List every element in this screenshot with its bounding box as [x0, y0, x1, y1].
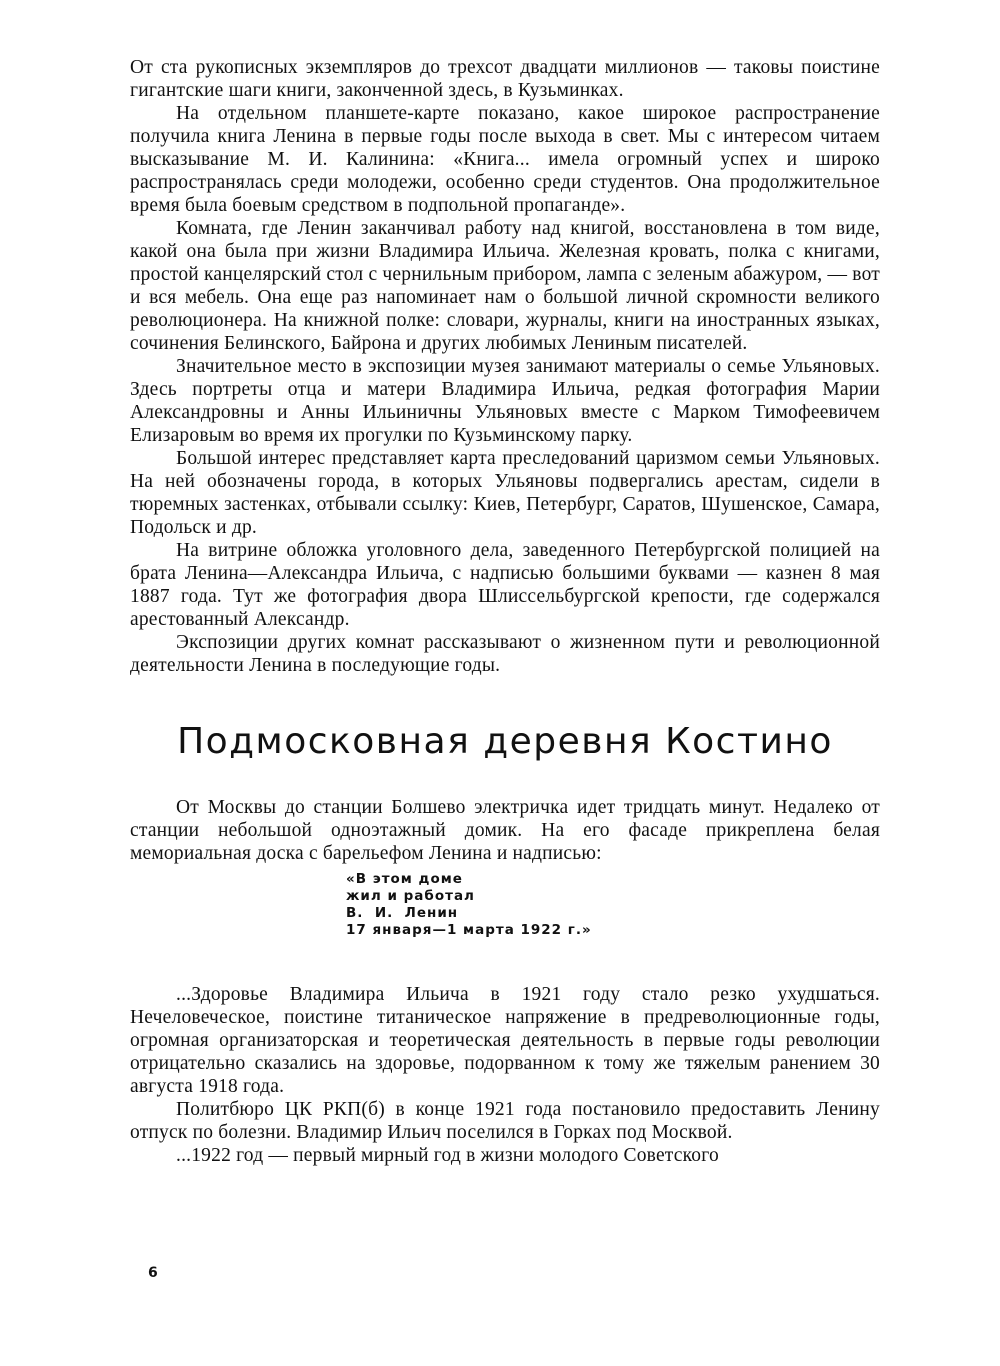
paragraph: От ста рукописных экземпляров до трехсот двадцати миллионов — таковы поистине гигантские шаги книги, законченной здесь, в Кузьминках.: [130, 57, 880, 101]
paragraph: Комната, где Ленин заканчивал работу над книгой, восстановлена в том виде, какой она была при жизни Владимира Ильича. Железная кровать, полка с книгами, простой канцелярский стол с чернильным прибором, лампа с зеленым абажуром, — вот и вся мебель. Она еще раз напоминает нам о большой личной скромности великого революционера. На книжной полке: словари, журналы, книги на иностранных языках, сочинения Белинского, Байрона и других любимых Лениным писателей.: [130, 218, 880, 354]
paragraph: ...1922 год — первый мирный год в жизни молодого Советского: [176, 1145, 719, 1166]
memorial-plaque-inscription: [346, 871, 880, 939]
paragraph: ...Здоровье Владимира Ильича в 1921 году стало резко ухудшаться. Нечеловеческое, поистине титаническое напряжение в предреволюционные годы, огромная организаторская и теоретическая деятельность в первые годы революции отрицательно сказались на здоровье, подорванном к тому же тяжелым ранением 30 августа 1918 года.: [130, 984, 880, 1097]
section-kuzminki: [130, 56, 880, 677]
plaque-line: жил и работал: [346, 888, 475, 904]
paragraph: Политбюро ЦК РКП(б) в конце 1921 года постановило предоставить Ленину отпуск по болезни. Владимир Ильич поселился в Горках под Москвой.: [130, 1099, 880, 1143]
plaque-line: 17 января—1 марта 1922 г.»: [346, 922, 592, 938]
paragraph: Значительное место в экспозиции музея занимают материалы о семье Ульяновых. Здесь портреты отца и матери Владимира Ильича, редкая фотография Марии Александровны и Анны Ильиничны Ульяновых вместе с Марком Тимофеевичем Елизаровым во время их прогулки по Кузьминскому парку.: [130, 356, 880, 446]
page-number: 6: [148, 1265, 158, 1281]
paragraph: От Москвы до станции Болшево электричка идет тридцать минут. Недалеко от станции небольшой одноэтажный домик. На его фасаде прикреплена белая мемориальная доска с барельефом Ленина и надписью:: [130, 797, 880, 864]
section-heading: Подмосковная деревня Костино: [177, 721, 833, 762]
plaque-line: «В этом доме: [346, 871, 463, 887]
paragraph: Большой интерес представляет карта преследований царизмом семьи Ульяновых. На ней обозначены города, в которых Ульяновы подвергались арестам, сидели в тюремных застенках, отбывали ссылку: Киев, Петербург, Саратов, Шушенское, Самара, Подольск и др.: [130, 448, 880, 538]
page-body: [130, 56, 880, 1167]
section-kostino: [130, 796, 880, 1167]
paragraph: На витрине обложка уголовного дела, заведенного Петербургской полицией на брата Ленина—Александра Ильича, с надписью большими буквами — казнен 8 мая 1887 года. Тут же фотография двора Шлиссельбургской крепости, где содержался арестованный Александр.: [130, 540, 880, 630]
plaque-line: В. И. Ленин: [346, 905, 459, 921]
paragraph: Экспозиции других комнат рассказывают о жизненном пути и революционной деятельности Ленина в последующие годы.: [130, 632, 880, 676]
paragraph: На отдельном планшете-карте показано, какое широкое распространение получила книга Ленина в первые годы после выхода в свет. Мы с интересом читаем высказывание М. И. Калинина: «Книга... имела огромный успех и широко распространялась среди молодежи, особенно среди студентов. Она продолжительное время была боевым средством в подпольной пропаганде».: [130, 103, 880, 216]
